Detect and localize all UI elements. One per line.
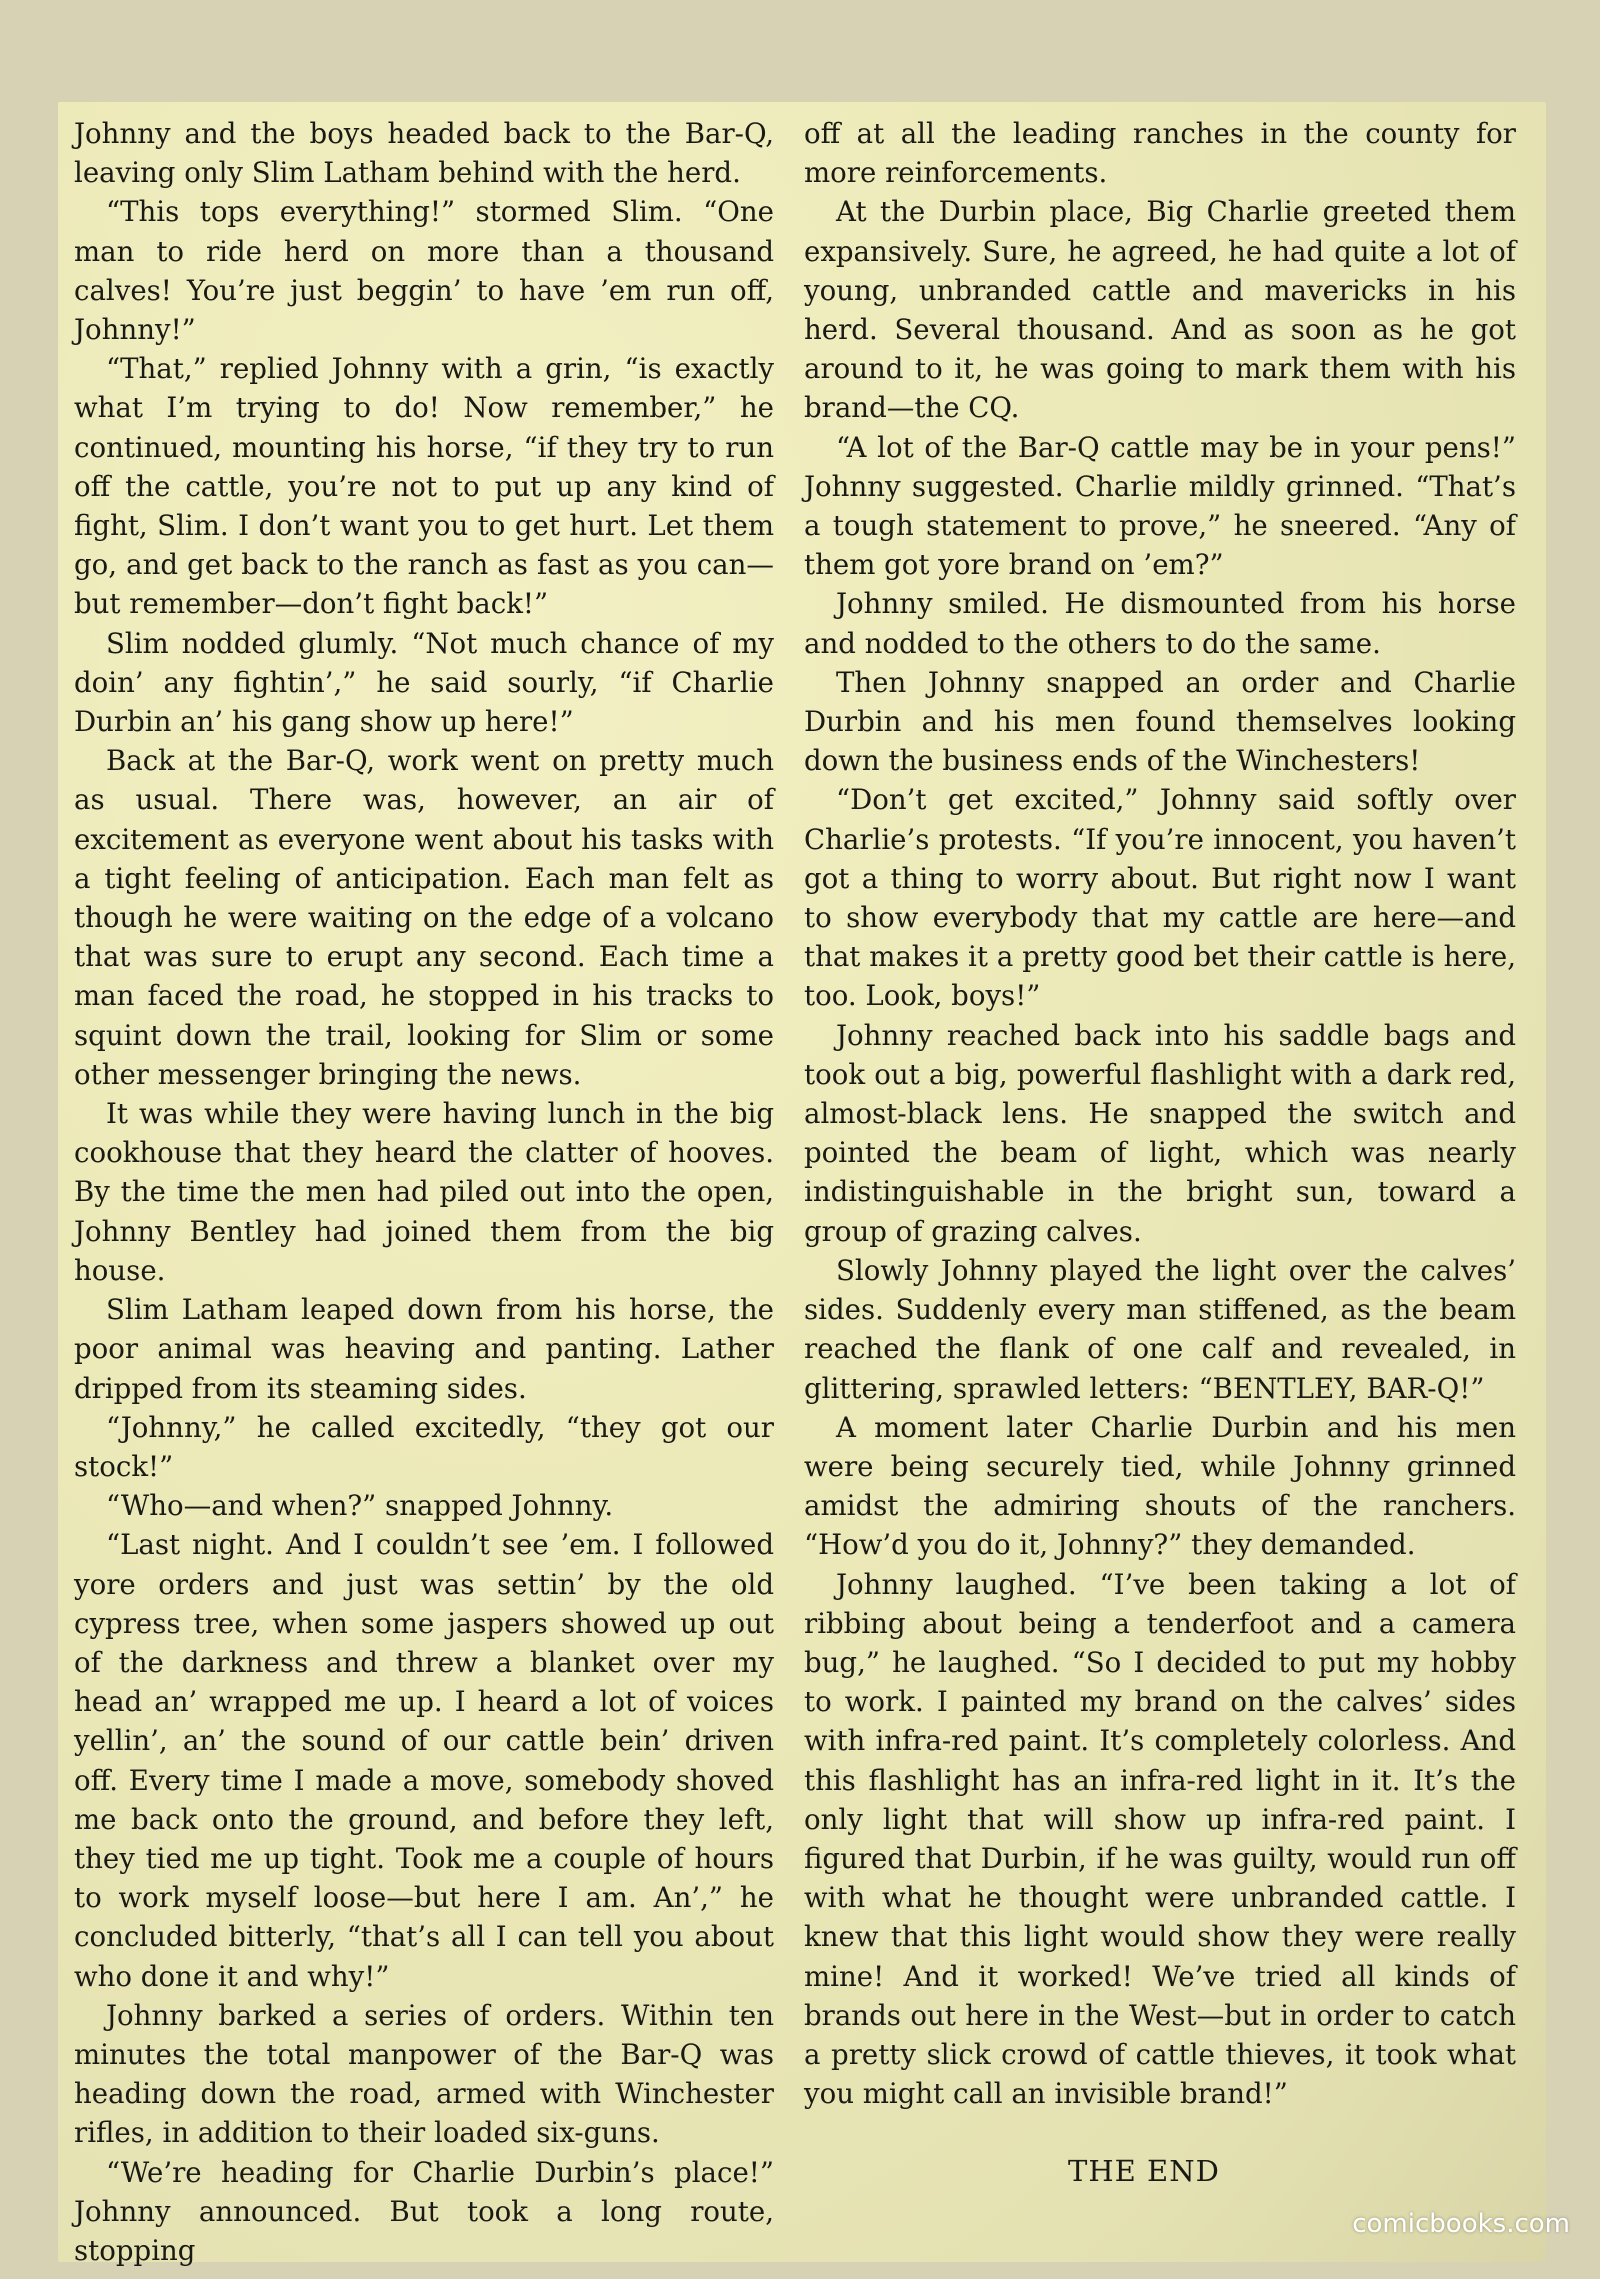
paragraph: “A lot of the Bar-Q cattle may be in your pens!” Johnny suggested. Charlie mildly grinned. “That’s a tough statement to prove,” he sneered. “Any of them got yore brand on ’em?” [804,430,1516,582]
paragraph: Slowly Johnny played the light over the calves’ sides. Suddenly every man stiffened, as the beam reached the flank of one calf and revealed, in glittering, sprawled letters: “BENTLEY, BAR-Q!” [804,1253,1516,1405]
paragraph: off at all the leading ranches in the county for more reinforcements. [804,117,1516,190]
paragraph: Johnny barked a series of orders. Within ten minutes the total manpower of the Bar-Q was heading down the road, armed with Winchester rifles, in addition to their loaded six-guns. [74,1998,774,2150]
paragraph: “Who—and when?” snapped Johnny. [106,1489,614,1523]
left-text-column [74,114,774,2270]
paragraph: “That,” replied Johnny with a grin, “is exactly what I’m trying to do! Now remember,” he continued, mounting his horse, “if they try to run off the cattle, you’re not to put up any kind of fight, Slim. I don’t want you to get hurt. Let them go, and get back to the ranch as fast as you can—but remember—don’t fight back!” [74,352,774,621]
paragraph: “Last night. And I couldn’t see ’em. I followed yore orders and just was settin’ by the old cypress tree, when some jaspers showed up out of the darkness and threw a blanket over my head an’ wrapped me up. I heard a lot of voices yellin’, an’ the sound of our cattle bein’ driven off. Every time I made a move, somebody shoved me back onto the ground, and before they left, they tied me up tight. Took me a couple of hours to work myself loose—but here I am. An’,” he concluded bitterly, “that’s all I can tell you about who done it and why!” [74,1528,774,1993]
paragraph: Then Johnny snapped an order and Charlie Durbin and his men found themselves looking down the business ends of the Winchesters! [804,665,1516,778]
right-text-column [804,114,1516,2113]
paragraph: Slim nodded glumly. “Not much chance of my doin’ any fightin’,” he said sourly, “if Charlie Durbin an’ his gang show up here!” [74,626,774,739]
site-watermark: comicbooks.com [1352,2209,1570,2239]
paragraph: Johnny and the boys headed back to the Bar-Q, leaving only Slim Latham behind with the herd. [74,117,774,190]
paragraph: Johnny smiled. He dismounted from his horse and nodded to the others to do the same. [804,587,1516,660]
paragraph: “Don’t get excited,” Johnny said softly over Charlie’s protests. “If you’re innocent, you haven’t got a thing to worry about. But right now I want to show everybody that my cattle are here—and that makes it a pretty good bet their cattle is here, too. Look, boys!” [804,783,1516,1013]
the-end-label: THE END [1068,2154,1220,2188]
paragraph: A moment later Charlie Durbin and his men were being securely tied, while Johnny grinned amidst the admiring shouts of the ranchers. “How’d you do it, Johnny?” they demanded. [804,1410,1516,1562]
paragraph: Johnny reached back into his saddle bags and took out a big, powerful flashlight with a dark red, almost-black lens. He snapped the switch and pointed the beam of light, which was nearly indistinguishable in the bright sun, toward a group of grazing calves. [804,1018,1516,1248]
paragraph: Johnny laughed. “I’ve been taking a lot of ribbing about being a tenderfoot and a camera bug,” he laughed. “So I decided to put my hobby to work. I painted my brand on the calves’ sides with infra-red paint. It’s completely colorless. And this flashlight has an infra-red light in it. It’s the only light that will show up infra-red paint. I figured that Durbin, if he was guilty, would run off with what he thought were unbranded cattle. I knew that this light would show they were really mine! And it worked! We’ve tried all kinds of brands out here in the West—but in order to catch a pretty slick crowd of cattle thieves, it took what you might call an invisible brand!” [804,1567,1516,2111]
paragraph: At the Durbin place, Big Charlie greeted them expansively. Sure, he agreed, he had quite a lot of young, unbranded cattle and mavericks in his herd. Several thousand. And as soon as he got around to it, he was going to mark them with his brand—the CQ. [804,195,1516,425]
paragraph: “Johnny,” he called excitedly, “they got our stock!” [74,1410,774,1483]
page-sheet [58,102,1546,2267]
paragraph: Slim Latham leaped down from his horse, the poor animal was heaving and panting. Lather dripped from its steaming sides. [74,1293,774,1405]
paragraph: “We’re heading for Charlie Durbin’s place!” Johnny announced. But took a long route, stopping [74,2155,774,2267]
paragraph: “This tops everything!” stormed Slim. “One man to ride herd on more than a thousand calves! You’re just beggin’ to have ’em run off, Johnny!” [74,195,774,347]
paragraph: It was while they were having lunch in the big cookhouse that they heard the clatter of hooves. By the time the men had piled out into the open, Johnny Bentley had joined them from the big house. [74,1097,774,1287]
paragraph: Back at the Bar-Q, work went on pretty much as usual. There was, however, an air of excitement as everyone went about his tasks with a tight feeling of anticipation. Each man felt as though he were waiting on the edge of a volcano that was sure to erupt any second. Each time a man faced the road, he stopped in his tracks to squint down the trail, looking for Slim or some other messenger bringing the news. [74,744,774,1091]
